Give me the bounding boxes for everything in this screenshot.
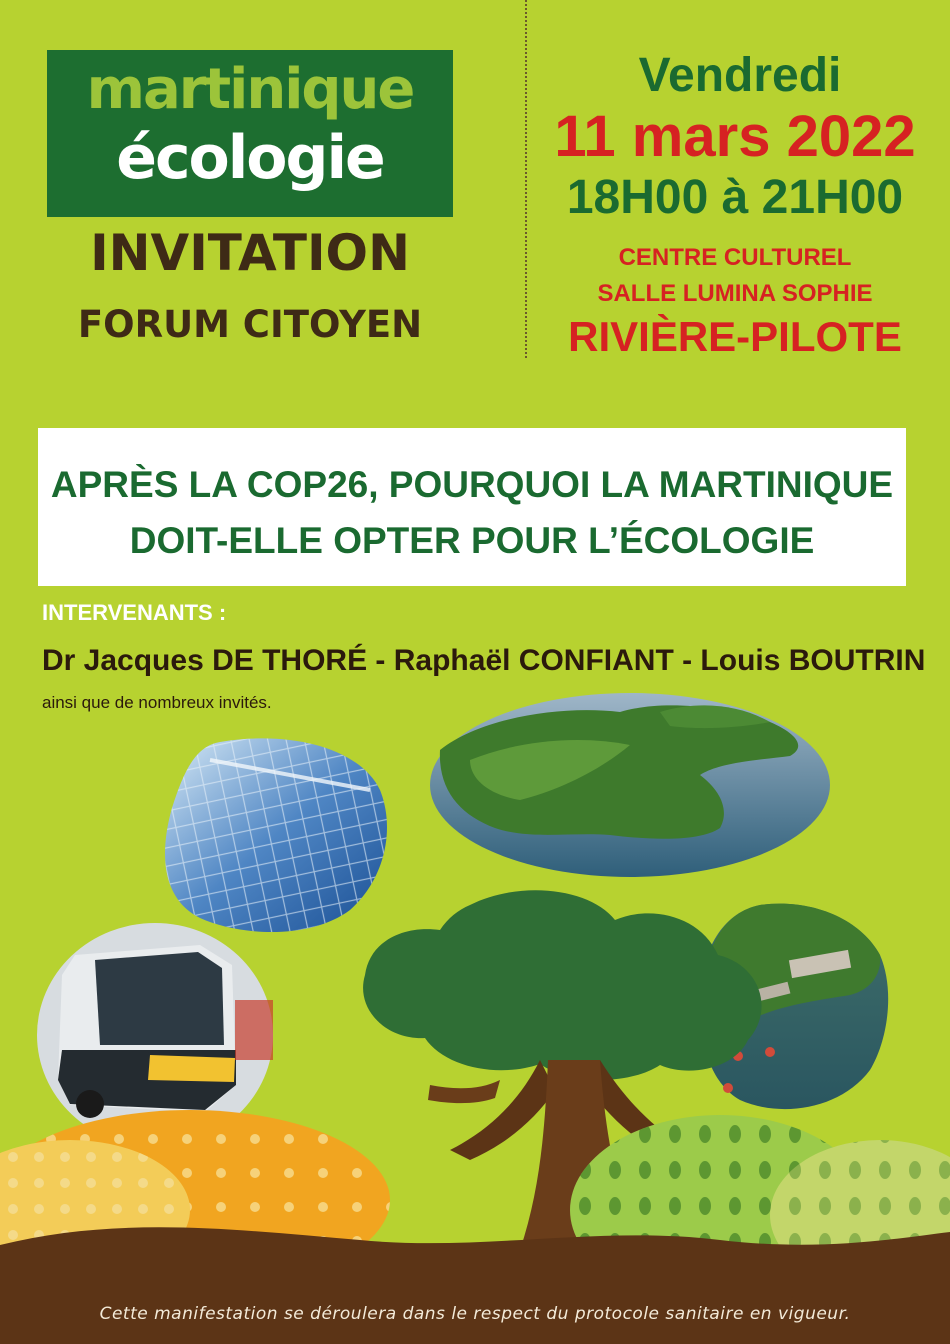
footer [0,1286,950,1344]
venue-city: RIVIÈRE-PILOTE [568,313,902,360]
footer-note: Cette manifestation se déroulera dans le respect du protocole sanitaire en vigueur. [99,1304,851,1324]
forum-subtitle: FORUM CITOYEN [77,303,423,346]
event-date: 11 mars 2022 [554,104,916,169]
speakers-names: Dr Jacques DE THORÉ - Raphaël CONFIANT - Louis BOUTRIN [42,644,926,677]
logo-line-1: martinique [86,57,414,122]
island-photo [430,693,830,877]
venue-line-1: CENTRE CULTUREL [618,244,852,271]
martinique-ecologie-logo [47,50,453,217]
event-time: 18H00 à 21H00 [566,171,904,224]
dotted-divider [525,0,527,358]
invitation-title: INVITATION [90,224,410,282]
topic-line-1: APRÈS LA COP26, POURQUOI LA MARTINIQUE [50,464,894,505]
speakers-note: ainsi que de nombreux invités. [42,693,272,712]
venue-line-2: SALLE LUMINA SOPHIE [597,280,873,307]
topic-banner [38,428,906,586]
topic-line-2: DOIT-ELLE OPTER POUR L’ÉCOLOGIE [129,520,815,561]
event-day: Vendredi [638,49,842,102]
logo-line-2: écologie [116,123,384,193]
illustration [0,690,950,1290]
speakers-heading: INTERVENANTS : [42,600,227,625]
solar-panel-photo [165,738,387,932]
